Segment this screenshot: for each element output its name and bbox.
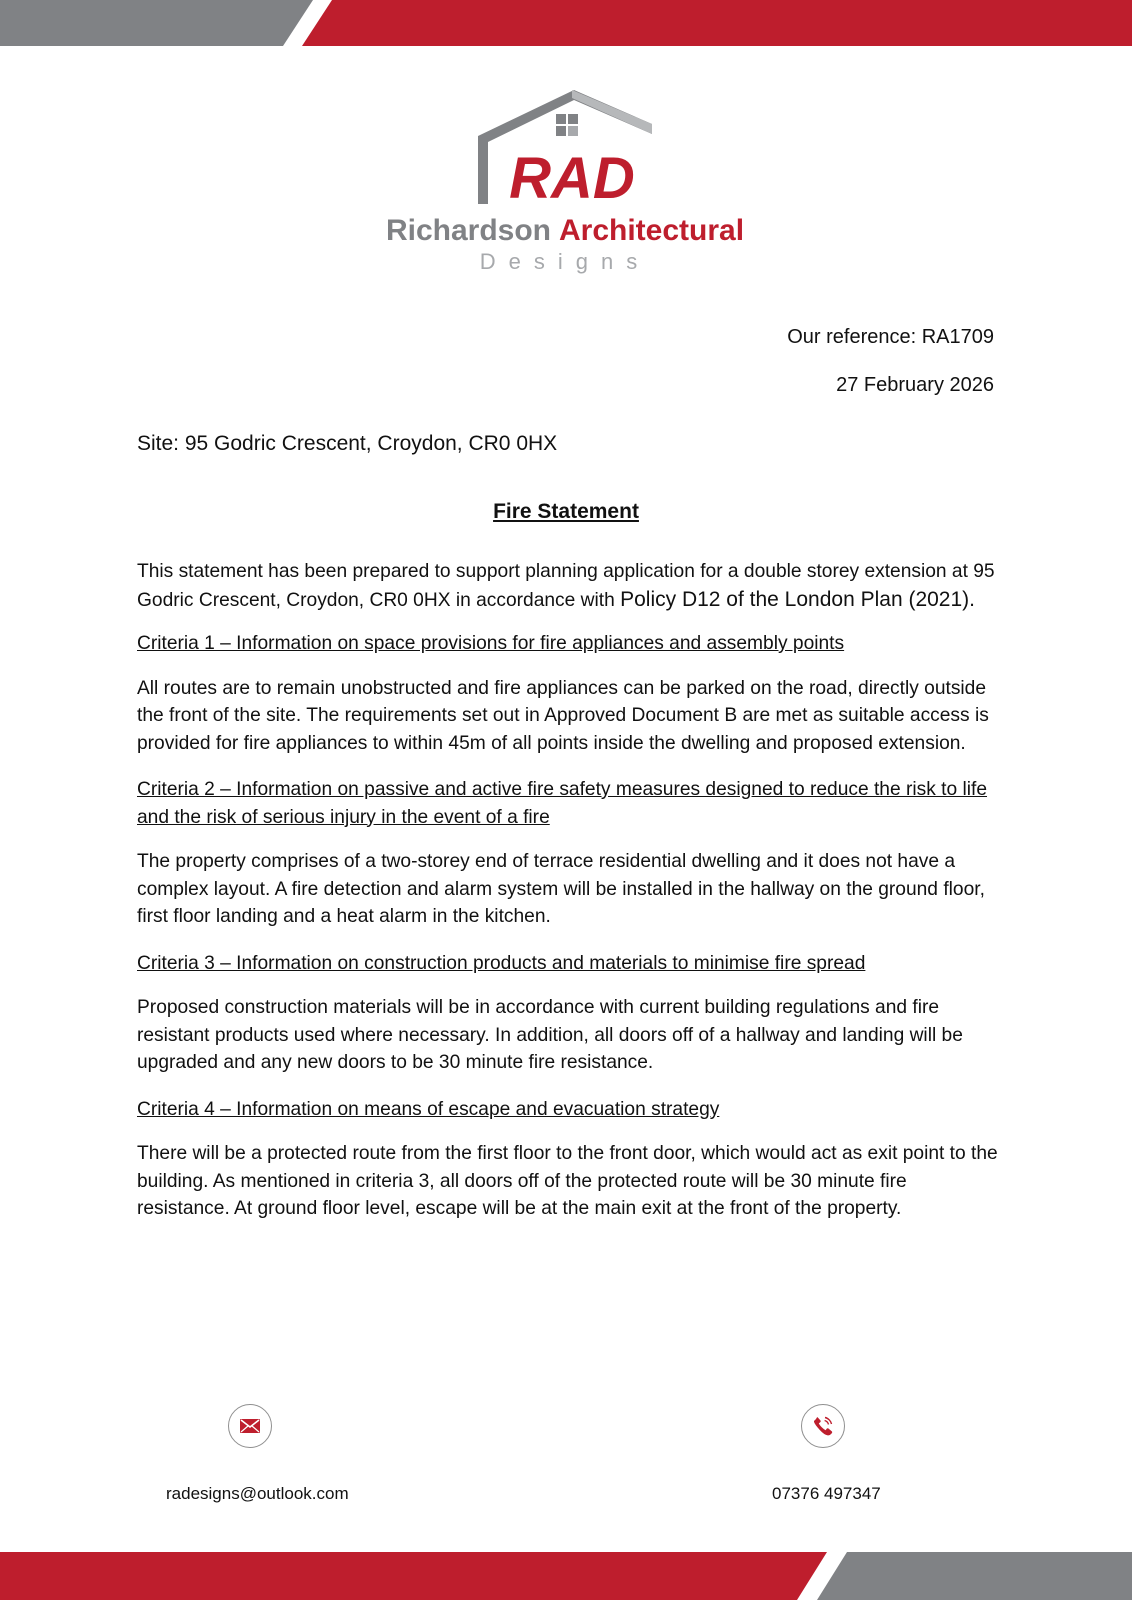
criteria-2-body: The property comprises of a two-storey end of terrace residential dwelling and it does not have a complex layout. A fire detection and alarm system will be installed in the hallway on the ground floor, first floor landing and a heat alarm in the kitchen.: [137, 851, 985, 927]
header-band: [0, 0, 1132, 46]
intro-paragraph: [137, 558, 999, 614]
criteria-4-heading: Criteria 4 – Information on means of escape and evacuation strategy: [137, 1098, 720, 1120]
logo-monogram: RAD: [509, 146, 635, 211]
footer-band: [0, 1552, 1132, 1600]
contact-email[interactable]: radesigns@outlook.com: [166, 1484, 349, 1503]
site-address: Site: 95 Godric Crescent, Croydon, CR0 0HX: [137, 432, 558, 455]
logo-name-part1: Richardson: [385, 214, 551, 247]
reference-number: Our reference: RA1709: [787, 326, 994, 348]
letter-date: 27 February 2026: [836, 374, 994, 396]
statement-body: [137, 558, 999, 1242]
logo-name-part2: Architectural: [558, 214, 745, 247]
contact-phone[interactable]: 07376 497347: [772, 1484, 881, 1503]
svg-text:RichardsonArchitectural: [386, 214, 744, 247]
document-title: Fire Statement: [493, 500, 639, 523]
intro-text: This statement has been prepared to support planning application for a double storey extension at 95 Godric Crescent, Croydon, CR0 0HX in accordance with: [137, 561, 995, 611]
criteria-1-heading: Criteria 1 – Information on space provisions for fire appliances and assembly points: [137, 633, 845, 654]
intro-policy: Policy D12 of the London Plan (2021).: [620, 587, 975, 611]
company-logo: [360, 86, 770, 286]
criteria-2-heading: Criteria 2 – Information on passive and active fire safety measures designed to reduce the risk to life and the risk of serious injury in the event of a fire: [137, 779, 988, 828]
criteria-1-body: All routes are to remain unobstructed and fire appliances can be parked on the road, directly outside the front of the site. The requirements set out in Approved Document B are met as suitable access is provided for fire appliances to within 45m of all points inside the dwelling and proposed extension.: [137, 677, 989, 754]
logo-tagline: Designs: [479, 249, 651, 274]
phone-icon: [801, 1404, 845, 1448]
criteria-4-body: There will be a protected route from the first floor to the front door, which would act as exit point to the building. As mentioned in criteria 3, all doors off of the protected route will be 30 minute fire resistance. At ground floor level, escape will be at the main exit at the front of the property.: [137, 1143, 998, 1219]
criteria-3-body: Proposed construction materials will be in accordance with current building regulations and fire resistant products used where necessary. In addition, all doors off of a hallway and landing will be upgraded and any new doors to be 30 minute fire resistance.: [137, 997, 963, 1073]
criteria-3-heading: Criteria 3 – Information on construction products and materials to minimise fire spread: [137, 952, 866, 974]
envelope-icon: [228, 1404, 272, 1448]
